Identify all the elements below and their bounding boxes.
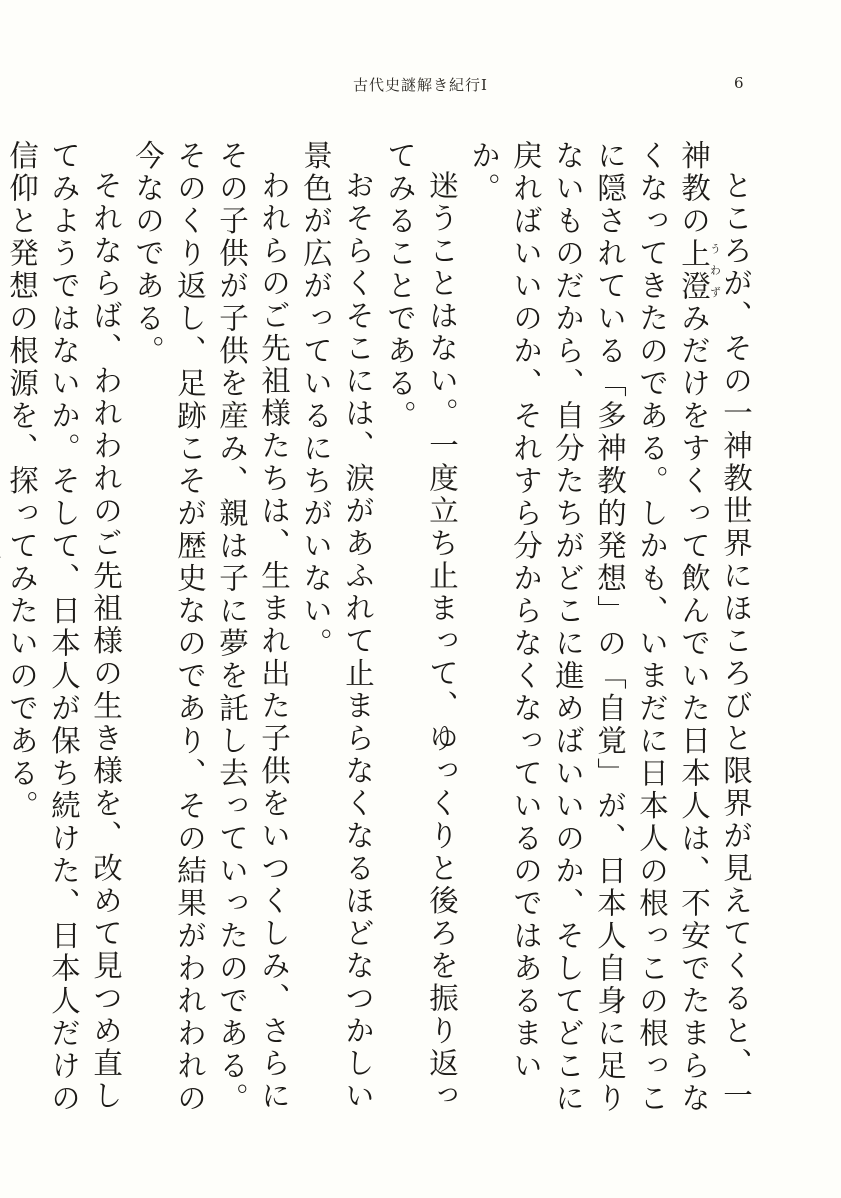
paragraph-1-text-a: ところが、その一神教世界にほころびと限界が見えてくると、一神教の [677,140,753,1112]
running-header-title: 古代史謎解き紀行Ⅰ [353,76,488,94]
body-text [0,140,757,1140]
page-number: 6 [734,74,744,92]
paragraph-4: われらのご先祖様たちは、生まれ出た子供をいつくしみ、さらにその子供が子供を産み、親は子に夢を託し去っていったのである。そのくり返し、足跡こそが歴史なのであり、その結果がわれわれの今なのである。 [131,140,291,1115]
paragraph-3: おそらくそこには、涙があふれて止まらなくなるほどなつかしい景色が広がっているにちがいない。 [299,140,375,1112]
ruby-uwazu [677,237,722,303]
ruby-base-uwazu: 上澄 [677,237,711,303]
ruby-reading-uwazu: うわず [708,237,722,303]
ruby-reading-sakanobo [0,522,2,566]
paragraph-1-text-b: みだけをすくって飲んでいた日本人は、不安でたまらなくなってきたのである。しかも、いまだに日本人の根っこの根っこに隠されている「多神教的発想」の「自覚」が、日本人自身に足りないものだから、自分たちがどこに進めばいいのか、そしてどこに戻ればいいのか、それすら分からなくなっているのではあるまいか。 [467,140,711,1115]
paragraph-5: それならば、われわれのご先祖様の生き様を、改めて見つめ直してみようではないか。そして、日本人が保ち続けた、日本人だけの信仰と発想の根源を、探ってみたいのである。 [5,140,123,1115]
paragraph-1 [463,140,757,1140]
paragraph-2: 迷うことはない。一度立ち止まって、ゆっくりと後ろを振り返ってみることである。 [383,140,459,1112]
